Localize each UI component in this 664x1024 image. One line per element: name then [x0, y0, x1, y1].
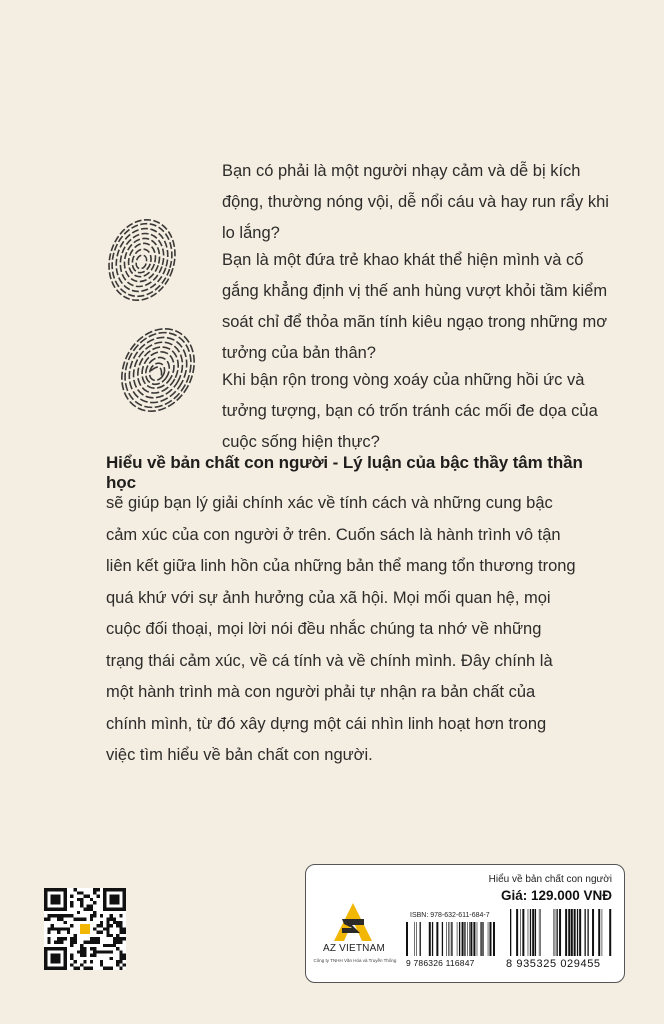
- isbn-barcode: [406, 922, 498, 956]
- isbn-label: ISBN: 978-632-611-684-7: [410, 912, 490, 919]
- fingerprint-icon: [105, 312, 212, 427]
- price-label: Giá: 129.000 VNĐ: [500, 888, 612, 903]
- fingerprint-icon: [96, 208, 188, 313]
- price-panel: [305, 864, 625, 983]
- book-description: sẽ giúp bạn lý giải chính xác về tính cách và những cung bậc cảm xúc của con người ở trên. Cuốn sách là hành trình vô tận liên kết giữa linh hồn của những bản thể mang tổn thương trong quá khứ với sự ảnh hưởng của xã hội. Mọi mối quan hệ, mọi cuộc đối thoại, mọi lời nói đều nhắc chúng ta nhớ về những trạng thái cảm xúc, về cá tính và về chính mình. Đây chính là một hành trình mà con người phải tự nhận ra bản chất của chính mình, từ đó xây dựng một cái nhìn linh hoạt hơn trong việc tìm hiểu về bản chất con người.: [106, 494, 576, 764]
- az-vietnam-logo: [328, 901, 378, 943]
- qr-code: [44, 888, 126, 970]
- publisher-subtitle: Công ty TNHH Văn Hóa và Truyền Thông: [313, 958, 397, 963]
- product-barcode-number: 8 935325 029455: [506, 958, 601, 970]
- product-barcode: [510, 909, 614, 956]
- intro-question-3: Khi bận rộn trong vòng xoáy của những hồi ức và tưởng tượng, bạn có trốn tránh các mối đe dọa của cuộc sống hiện thực?: [222, 371, 598, 451]
- intro-question-2: Bạn là một đứa trẻ khao khát thể hiện mình và cố gắng khẳng định vị thế anh hùng vượt khỏi tầm kiểm soát chỉ để thỏa mãn tính kiêu ngạo trong những mơ tưởng của bản thân?: [222, 251, 608, 362]
- isbn-barcode-number: 9 786326 116847: [406, 958, 475, 968]
- panel-book-name: Hiểu về bản chất con người: [488, 874, 612, 885]
- book-title: Hiểu về bản chất con người - Lý luận của bậc thầy tâm thần học: [106, 453, 583, 492]
- publisher-name: AZ VIETNAM: [322, 943, 385, 954]
- intro-question-1: Bạn có phải là một người nhạy cảm và dễ bị kích động, thường nóng vội, dễ nổi cáu và hay run rẩy khi lo lắng?: [222, 162, 609, 242]
